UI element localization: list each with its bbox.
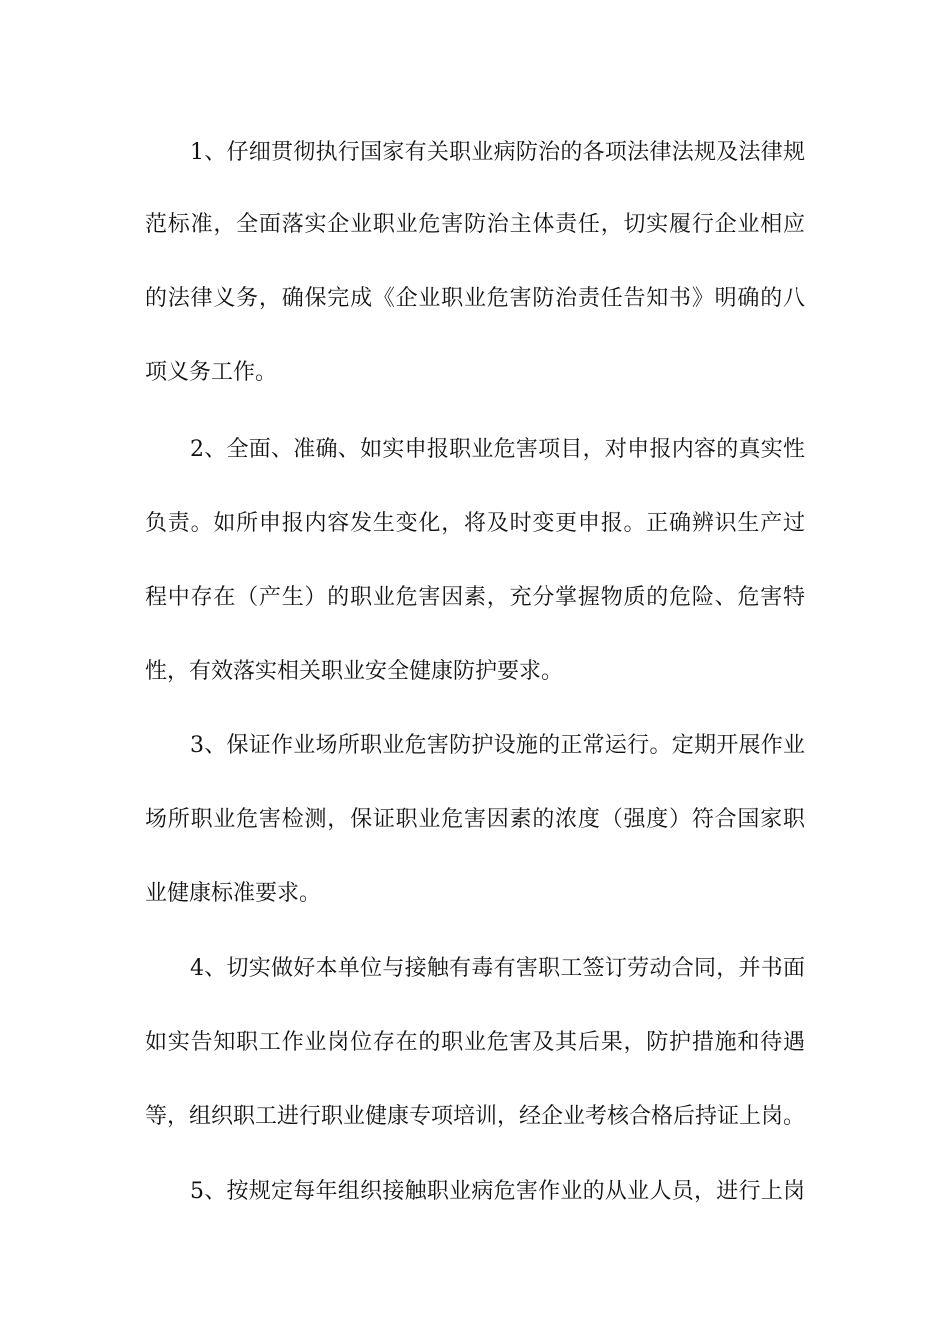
paragraph-1-line-1: 1、仔细贯彻执行国家有关职业病防治的各项法律法规及法律规 [190, 140, 805, 165]
paragraph-4-line-1: 4、切实做好本单位与接触有毒有害职工签订劳动合同，并书面 [190, 956, 805, 981]
paragraph-3-line-2: 场所职业危害检测，保证职业危害因素的浓度（强度）符合国家职 [145, 807, 805, 832]
paragraph-1-line-3: 的法律义务，确保完成《企业职业危害防治责任告知书》明确的八 [145, 286, 805, 311]
paragraph-1-line-2: 范标准，全面落实企业职业危害防治主体责任，切实履行企业相应 [145, 212, 805, 237]
paragraph-4-line-2: 如实告知职工作业岗位存在的职业危害及其后果，防护措施和待遇 [145, 1030, 805, 1055]
paragraph-2-line-3: 程中存在（产生）的职业危害因素，充分掌握物质的危险、危害特 [145, 585, 805, 610]
paragraph-4-line-3: 等，组织职工进行职业健康专项培训，经企业考核合格后持证上岗。 [145, 1104, 806, 1129]
paragraph-2-line-1: 2、全面、准确、如实申报职业危害项目，对申报内容的真实性 [190, 437, 805, 462]
paragraph-3-line-1: 3、保证作业场所职业危害防护设施的正常运行。定期开展作业 [190, 733, 805, 758]
paragraph-2-line-4: 性，有效落实相关职业安全健康防护要求。 [145, 659, 564, 684]
paragraph-2-line-2: 负责。如所申报内容发生变化，将及时变更申报。正确辨识生产过 [145, 511, 805, 536]
paragraph-5-line-1: 5、按规定每年组织接触职业病危害作业的从业人员，进行上岗 [190, 1179, 805, 1204]
paragraph-1-line-4: 项义务工作。 [145, 360, 278, 385]
paragraph-3-line-3: 业健康标准要求。 [145, 881, 322, 906]
